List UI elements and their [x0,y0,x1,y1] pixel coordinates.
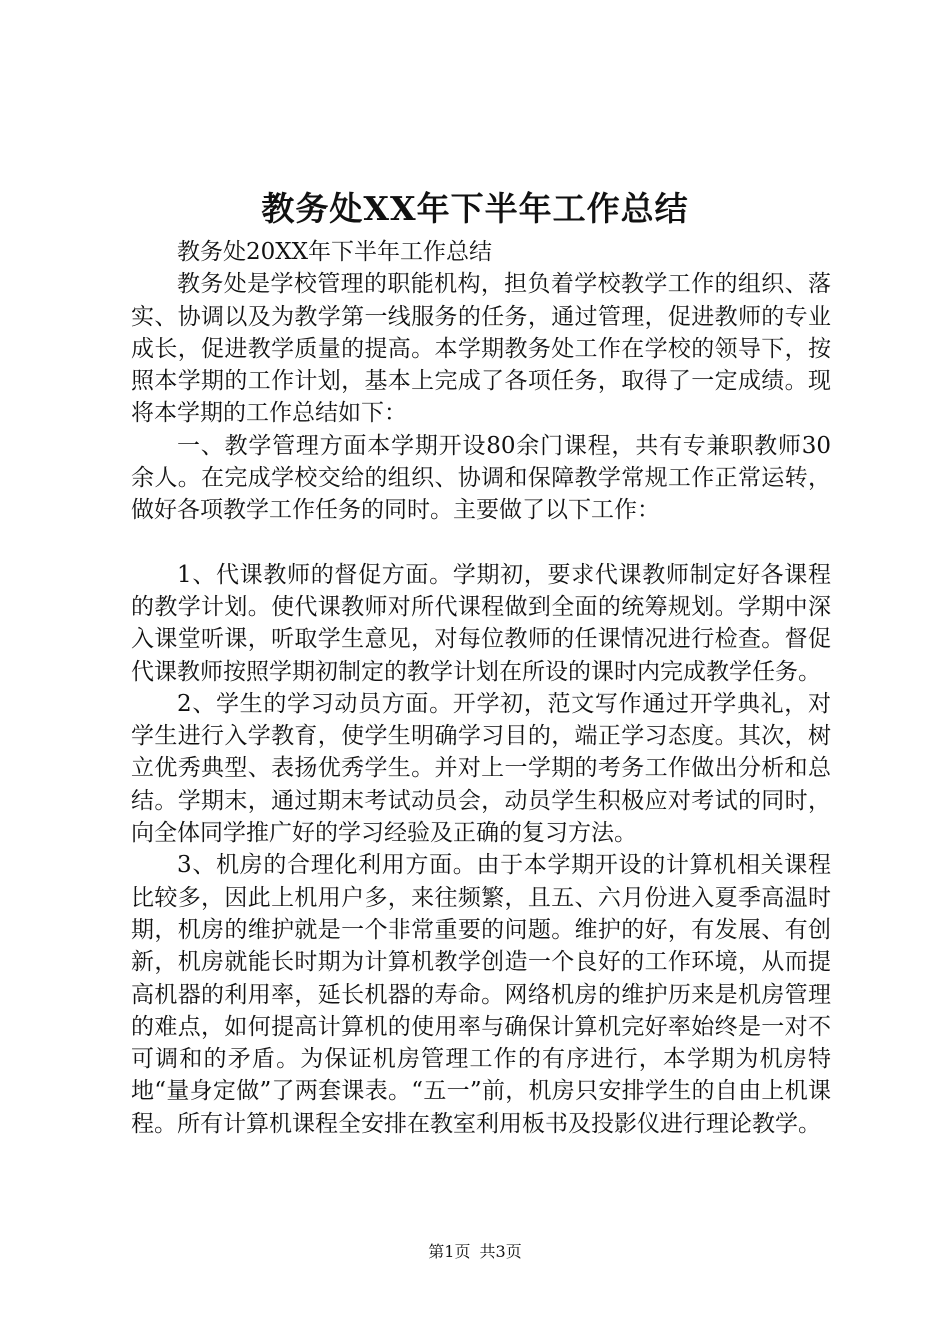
page-number: 第1页 [428,1242,471,1261]
paragraph-section-1: 一、教学管理方面本学期开设80余门课程，共有专兼职教师30余人。在完成学校交给的组织、协调和保障教学常规工作正常运转，做好各项教学工作任务的同时。主要做了以下工作： [131,432,831,524]
document-title: 教务处XX年下半年工作总结 [261,189,689,228]
paragraph-item-3: 3、机房的合理化利用方面。由于本学期开设的计算机相关课程比较多，因此上机用户多，来往频繁，且五、六月份进入夏季高温时期，机房的维护就是一个非常重要的问题。维护的好，有发展、有创新，机房就能长时期为计算机教学创造一个良好的工作环境，从而提高机器的利用率，延长机器的寿命。网络机房的维护历来是机房管理的难点，如何提高计算机的使用率与确保计算机完好率始终是一对不可调和的矛盾。为保证机房管理工作的有序进行，本学期为机房特地“量身定做”了两套课表。“五一”前，机房只安排学生的自由上机课程。所有计算机课程全安排在教室利用板书及投影仪进行理论教学。 [131,852,831,1137]
paragraph-item-1: 1、代课教师的督促方面。学期初，要求代课教师制定好各课程的教学计划。使代课教师对所代课程做到全面的统筹规划。学期中深入课堂听课，听取学生意见，对每位教师的任课情况进行检查。督促代课教师按照学期初制定的教学计划在所设的课时内完成教学任务。 [131,561,831,685]
page-total: 共3页 [479,1242,522,1261]
page-footer [0,1240,950,1264]
paragraph-intro: 教务处是学校管理的职能机构，担负着学校教学工作的组织、落实、协调以及为教学第一线服务的任务，通过管理，促进教师的专业成长，促进教学质量的提高。本学期教务处工作在学校的领导下，按照本学期的工作计划，基本上完成了各项任务，取得了一定成绩。现将本学期的工作总结如下： [131,271,831,427]
paragraph-subtitle: 教务处20XX年下半年工作总结 [177,239,493,265]
document-body [131,236,831,1140]
paragraph-item-2: 2、学生的学习动员方面。开学初，范文写作通过开学典礼，对学生进行入学教育，使学生明确学习目的，端正学习态度。其次，树立优秀典型、表扬优秀学生。并对上一学期的考务工作做出分析和总结。学期末，通过期末考试动员会，动员学生积极应对考试的同时，向全体同学推广好的学习经验及正确的复习方法。 [131,690,831,847]
